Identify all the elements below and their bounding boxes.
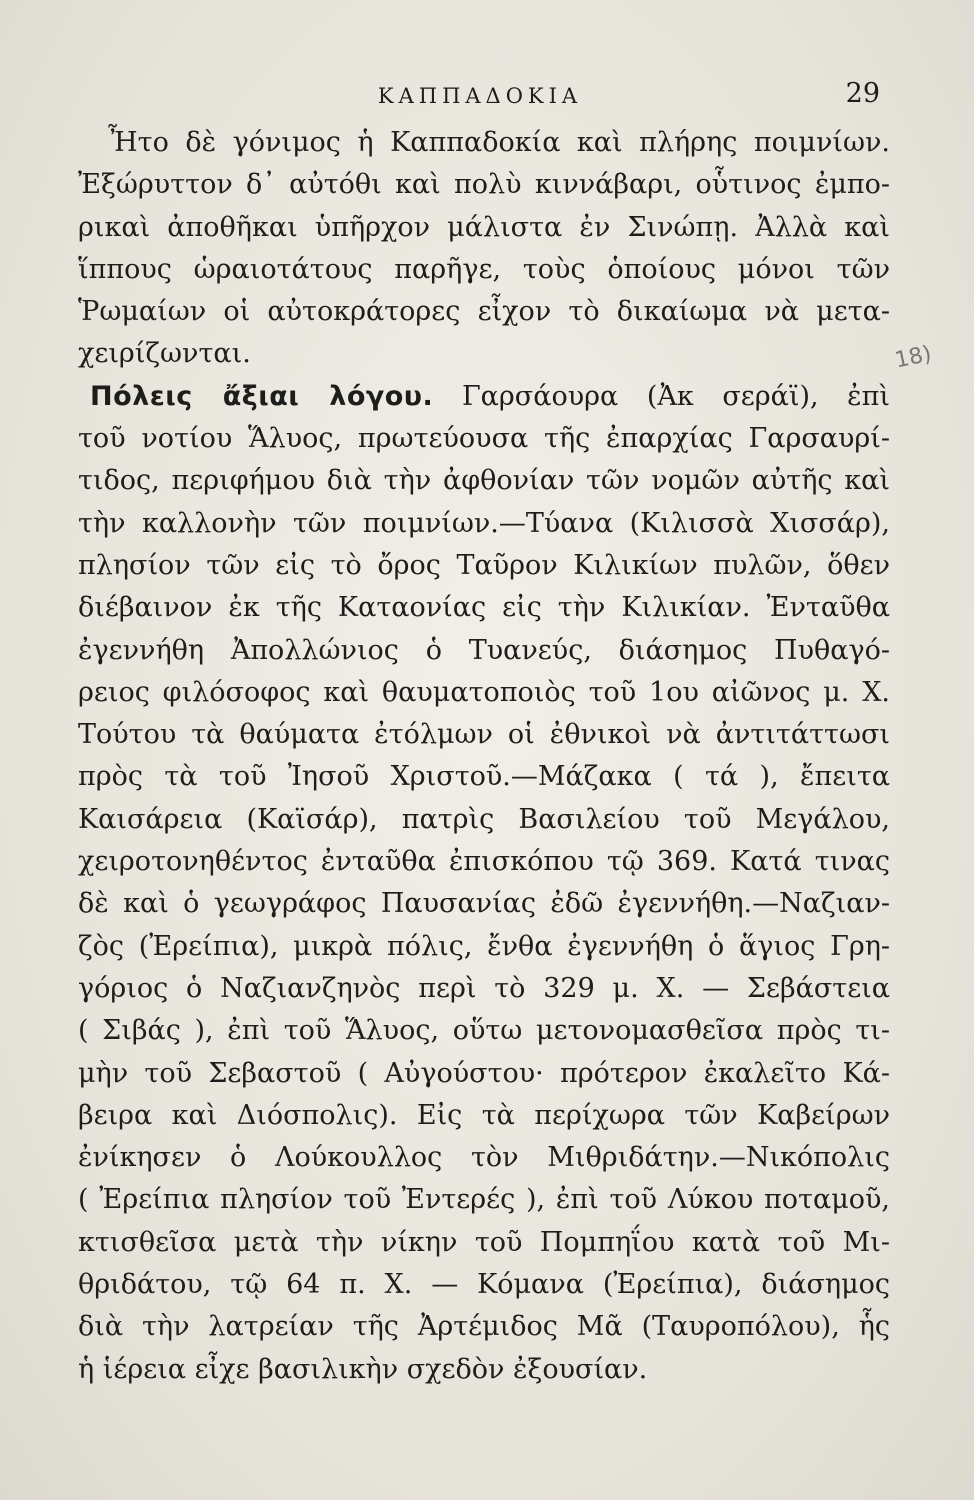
- text-line: γόριος ὁ Ναζιανζηνὸς περὶ τὸ 329 μ. Χ. — Σεβάστεια: [78, 972, 890, 1004]
- running-head: ΚΑΠΠΑΔΟΚΙΑ: [377, 84, 583, 108]
- text-line: ρικαὶ ἀποθῆκαι ὑπῆρχον μάλιστα ἐν Σινώπῃ. Ἀλλὰ καὶ: [78, 211, 890, 243]
- text-line: διέβαινον ἐκ τῆς Καταονίας εἰς τὴν Κιλικίαν. Ἐνταῦθα: [78, 592, 890, 624]
- text-line: Καισάρεια (Καϊσάρ), πατρὶς Βασιλείου τοῦ Μεγάλου,: [78, 803, 890, 835]
- text-line: Γαρσάουρα (Ἀκ σεράϊ), ἐπὶ: [461, 380, 890, 412]
- text-line: Τούτου τὰ θαύματα ἐτόλμων οἱ ἐθνικοὶ νὰ ἀντιτάττωσι: [78, 719, 890, 751]
- section-heading: Πόλεις ἄξιαι λόγου.: [90, 380, 434, 412]
- text-line: Ῥωμαίων οἱ αὐτοκράτορες εἶχον τὸ δικαίωμα νὰ μετα-: [78, 296, 890, 328]
- text-line: ζὸς (Ἐρείπια), μικρὰ πόλις, ἔνθα ἐγεννήθη ὁ ἅγιος Γρη-: [78, 930, 890, 962]
- text-line: πρὸς τὰ τοῦ Ἰησοῦ Χριστοῦ.—Μάζακα ( τά ), ἔπειτα: [78, 761, 890, 793]
- text-line: ( Σιβάς ), ἐπὶ τοῦ Ἅλυος, οὕτω μετονομασθεῖσα πρὸς τι-: [78, 1015, 890, 1047]
- text-line: τοῦ νοτίου Ἅλυος, πρωτεύουσα τῆς ἐπαρχίας Γαρσαυρί-: [78, 423, 890, 455]
- text-line: ἡ ἱέρεια εἶχε βασιλικὴν σχεδὸν ἐξουσίαν.: [78, 1353, 648, 1385]
- text-line: μὴν τοῦ Σεβαστοῦ ( Αὐγούστου· πρότερον ἐκαλεῖτο Κά-: [78, 1057, 890, 1089]
- text-line: θριδάτου, τῷ 64 π. Χ. — Κόμανα (Ἐρείπια), διάσημος: [78, 1269, 890, 1301]
- text-line: ἐγεννήθη Ἀπολλώνιος ὁ Τυανεύς, διάσημος Πυθαγό-: [78, 634, 890, 666]
- text-line: κτισθεῖσα μετὰ τὴν νίκην τοῦ Πομπηΐου κατὰ τοῦ Μι-: [78, 1226, 890, 1258]
- text-line: δὲ καὶ ὁ γεωγράφος Παυσανίας ἐδῶ ἐγεννήθη.—Ναζιαν-: [78, 888, 890, 920]
- text-line: ( Ἐρείπια πλησίον τοῦ Ἐντερές ), ἐπὶ τοῦ Λύκου ποταμοῦ,: [78, 1184, 890, 1216]
- text-line: ἐνίκησεν ὁ Λούκουλλος τὸν Μιθριδάτην.—Νικόπολις: [78, 1142, 890, 1174]
- section-heading-line: [78, 376, 890, 418]
- page-header: [80, 78, 880, 118]
- body-text: [78, 122, 890, 1391]
- text-line: διὰ τὴν λατρείαν τῆς Ἀρτέμιδος Μᾶ (Ταυροπόλου), ἧς: [78, 1311, 890, 1343]
- text-line: τιδος, περιφήμου διὰ τὴν ἀφθονίαν τῶν νομῶν αὐτῆς καὶ: [78, 465, 890, 497]
- text-line: τὴν καλλονὴν τῶν ποιμνίων.—Τύανα (Κιλισσὰ Χισσάρ),: [78, 507, 890, 539]
- text-line: ἵππους ὡραιοτάτους παρῆγε, τοὺς ὁποίους μόνοι τῶν: [78, 253, 890, 285]
- handwritten-margin-note: 18): [892, 341, 934, 374]
- page-number: 29: [845, 78, 880, 109]
- text-line: Ἐξώρυττον δ᾽ αὐτόθι καὶ πολὺ κιννάβαρι, οὗτινος ἐμπο-: [78, 169, 890, 201]
- text-line: χειρίζωνται.: [78, 338, 251, 370]
- text-line: χειροτονηθέντος ἐνταῦθα ἐπισκόπου τῷ 369. Κατά τινας: [78, 846, 890, 878]
- text-line: πλησίον τῶν εἰς τὸ ὄρος Ταῦρον Κιλικίων πυλῶν, ὅθεν: [78, 549, 890, 581]
- text-line: ρειος φιλόσοφος καὶ θαυματοποιὸς τοῦ 1ου αἰῶνος μ. Χ.: [78, 676, 890, 708]
- text-line: βειρα καὶ Διόσπολις). Εἰς τὰ περίχωρα τῶν Καβείρων: [78, 1099, 890, 1131]
- text-line: Ἦτο δὲ γόνιμος ἡ Καππαδοκία καὶ πλήρης ποιμνίων.: [108, 127, 890, 158]
